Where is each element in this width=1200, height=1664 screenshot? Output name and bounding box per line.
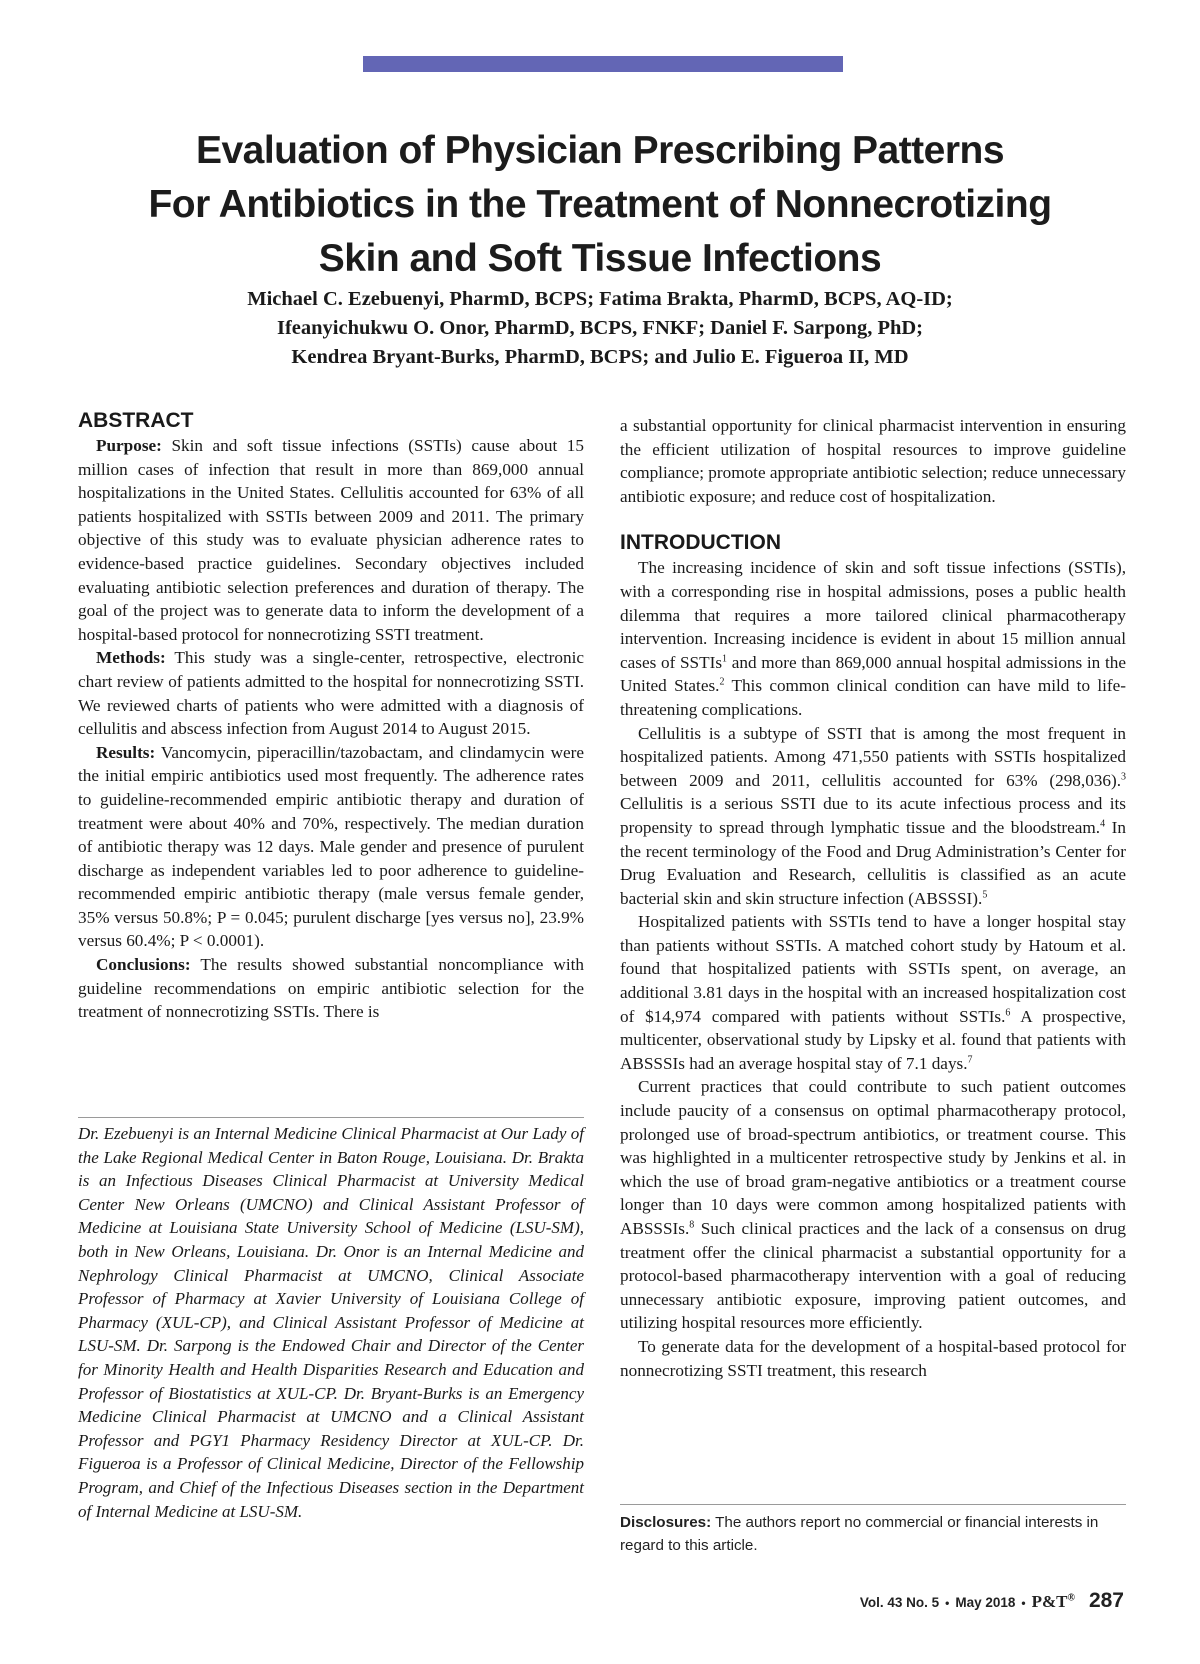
disclosures-text: The authors report no commercial or financial interests in regard to this article. <box>620 1514 1099 1554</box>
intro-text: The increasing incidence of skin and soft tissue infections (SSTIs), with a corresponding rise in hospital admissions, poses a public health dilemma that requires a more tailored clinical pharmacotherapy intervention. Increasing incidence is evident in about 15 million annual cases of SSTIs <box>620 558 1126 672</box>
results-text: Vancomycin, piperacillin/tazobactam, and clindamycin were the initial empiric antibiotics used most frequently. The adherence rates to guideline-recommended empiric antibiotic therapy and duration of treatment were about 40% and 70%, respectively. The median duration of antibiotic therapy was 12 days. Male gender and presence of purulent discharge as independent variables led to poor adherence to guideline-recommended empiric antibiotic therapy (male versus female gender, 35% versus 50.8%; P = 0.045; purulent discharge [yes versus no], 23.9% versus 60.4%; P < 0.0001). <box>78 742 584 951</box>
right-column <box>620 414 1126 1382</box>
citation: 6 <box>1005 1006 1011 1018</box>
abstract-purpose <box>78 434 584 646</box>
page-number: 287 <box>1088 1589 1124 1612</box>
intro-paragraph-1 <box>620 556 1126 721</box>
intro-text: Hospitalized patients with SSTIs tend to have a longer hospital stay than patients without SSTIs. A matched cohort study by Hatoum et al. found that hospitalized patients with SSTIs spent, on average, an additional 3.81 days in the hospital with an increased hospitalization cost of $14,974 compared with patients without SSTIs. <box>620 912 1126 1026</box>
intro-text: Cellulitis is a serious SSTI due to its acute infectious process and its propensity to spread through lymphatic tissue and the bloodstream. <box>620 794 1126 837</box>
conclusions-text: The results showed substantial noncompliance with guideline recommendations on empiric antibiotic selection for the treatment of nonnecrotizing SSTIs. There is <box>78 955 584 1022</box>
title-line: Skin and Soft Tissue Infections <box>318 237 882 280</box>
title-line: Evaluation of Physician Prescribing Patterns <box>195 129 1005 172</box>
intro-paragraph-2 <box>620 722 1126 911</box>
purpose-label: Purpose: <box>96 436 162 455</box>
intro-text: This common clinical condition can have mild to life-threatening complications. <box>620 676 1126 719</box>
author-line: Ifeanyichukwu O. Onor, PharmD, BCPS, FNKF; Daniel F. Sarpong, PhD; <box>276 317 923 339</box>
disclosures-label: Disclosures: <box>620 1514 712 1531</box>
intro-text: Cellulitis is a subtype of SSTI that is among the most frequent in hospitalized patients. Among 471,550 patients with SSTIs hospitalized between 2009 and 2011, cellulitis accounted for 63% (298,036). <box>620 723 1126 790</box>
intro-text: Such clinical practices and the lack of a consensus on drug treatment offer the clinical pharmacist a substantial opportunity for a protocol-based pharmacotherapy intervention with a goal of reducing unnecessary antibiotic exposure, improving patient outcomes, and utilizing hospital resources more efficiently. <box>620 1219 1126 1333</box>
registered-mark: ® <box>1067 1592 1075 1604</box>
intro-text: In the recent terminology of the Food and Drug Administration’s Center for Drug Evaluation and Research, cellulitis is classified as an acute bacterial skin and skin structure infection (ABSSSI). <box>620 817 1126 908</box>
page-footer <box>860 1589 1124 1613</box>
author-affiliations: Dr. Ezebuenyi is an Internal Medicine Clinical Pharmacist at Our Lady of the Lake Regional Medical Center in Baton Rouge, Louisiana. Dr. Brakta is an Infectious Diseases Clinical Pharmacist at University Medical Center New Orleans (UMCNO) and Clinical Assistant Professor of Medicine at Louisiana State University School of Medicine (LSU-SM), both in New Orleans, Louisiana. Dr. Onor is an Internal Medicine and Nephrology Clinical Pharmacist at UMCNO, Clinical Associate Professor of Pharmacy at Xavier University of Louisiana College of Pharmacy (XUL-CP), and Clinical Assistant Professor of Medicine at LSU-SM. Dr. Sarpong is the Endowed Chair and Director of the Center for Minority Health and Health Disparities Research and Education and Professor of Biostatistics at XUL-CP. Dr. Bryant-Burks is an Emergency Medicine Clinical Pharmacist at UMCNO and a Clinical Assistant Professor and PGY1 Pharmacy Residency Director at XUL-CP. Dr. Figueroa is a Professor of Clinical Medicine, Director of the Fellowship Program, and Chief of the Infectious Diseases section in the Department of Internal Medicine at LSU-SM. <box>78 1124 584 1521</box>
citation: 3 <box>1121 770 1126 782</box>
abstract-continuation: a substantial opportunity for clinical pharmacist intervention in ensuring the efficient utilization of hospital resources to improve guideline compliance; promote appropriate antibiotic selection; reduce unnecessary antibiotic exposure; and reduce cost of hospitalization. <box>620 416 1126 506</box>
intro-paragraph-4 <box>620 1075 1126 1335</box>
citation: 8 <box>689 1219 695 1231</box>
citation: 7 <box>967 1054 973 1066</box>
abstract-results <box>78 741 584 953</box>
intro-text: Current practices that could contribute to such patient outcomes include paucity of a consensus on optimal pharmacotherapy protocol, prolonged use of broad-spectrum antibiotics, or treatment course. This was highlighted in a multicenter retrospective study by Jenkins et al. in which the use of broad gram-negative antibiotics or a treatment course longer than 10 days were common among hospitalized patients with ABSSSIs. <box>620 1077 1126 1238</box>
disclosures-divider <box>620 1504 1126 1505</box>
citation: 2 <box>719 676 725 688</box>
issue-date: May 2018 <box>955 1595 1016 1610</box>
intro-paragraph-5: To generate data for the development of a hospital-based protocol for nonnecrotizing SSTI treatment, this research <box>620 1336 1126 1380</box>
intro-text: and more than 869,000 annual hospital admissions in the United States. <box>620 652 1126 696</box>
left-column <box>78 408 584 1024</box>
author-list <box>100 285 1100 372</box>
purpose-text: Skin and soft tissue infections (SSTIs) cause about 15 million cases of infection that result in more than 869,000 annual hospitalizations in the United States. Cellulitis accounted for 63% of all patients hospitalized with SSTIs between 2009 and 2011. The primary objective of this study was to evaluate physician adherence rates to evidence-based practice guidelines. Secondary objectives included evaluating antibiotic selection preferences and duration of therapy. The goal of the project was to generate data to inform the development of a hospital-based protocol for nonnecrotizing SSTI treatment. <box>78 436 584 644</box>
separator: • <box>945 1596 950 1610</box>
intro-text: A prospective, multicenter, observational study by Lipsky et al. found that patients with ABSSSIs had an average hospital stay of 7.1 days. <box>620 1006 1126 1073</box>
journal-abbrev: P&T <box>1031 1592 1068 1611</box>
methods-label: Methods: <box>96 648 166 668</box>
abstract-conclusions <box>78 953 584 1024</box>
title-line: For Antibiotics in the Treatment of Nonnecrotizing <box>148 183 1052 226</box>
disclosures <box>620 1511 1126 1557</box>
author-line: Kendrea Bryant-Burks, PharmD, BCPS; and Julio E. Figueroa II, MD <box>291 346 909 368</box>
results-label: Results: <box>96 742 156 762</box>
author-line: Michael C. Ezebuenyi, PharmD, BCPS; Fatima Brakta, PharmD, BCPS, AQ-ID; <box>247 288 953 310</box>
introduction-heading: INTRODUCTION <box>620 531 781 555</box>
issue-info: Vol. 43 No. 5 <box>859 1595 940 1610</box>
abstract-heading: ABSTRACT <box>78 409 194 432</box>
conclusions-label: Conclusions: <box>96 955 191 975</box>
separator: • <box>1021 1596 1026 1610</box>
journal-name <box>1032 1592 1075 1612</box>
citation: 5 <box>982 888 988 900</box>
article-title <box>100 124 1100 286</box>
citation: 4 <box>1100 818 1106 830</box>
abstract-methods <box>78 646 584 740</box>
intro-paragraph-3 <box>620 910 1126 1075</box>
citation: 1 <box>722 653 728 665</box>
methods-text: This study was a single-center, retrospective, electronic chart review of patients admitted to the hospital for nonnecrotizing SSTI. We reviewed charts of patients who were admitted with a diagnosis of cellulitis and abscess infection from August 2014 to August 2015. <box>78 648 584 739</box>
footnote-divider <box>78 1117 584 1118</box>
header-accent-bar <box>363 56 843 72</box>
